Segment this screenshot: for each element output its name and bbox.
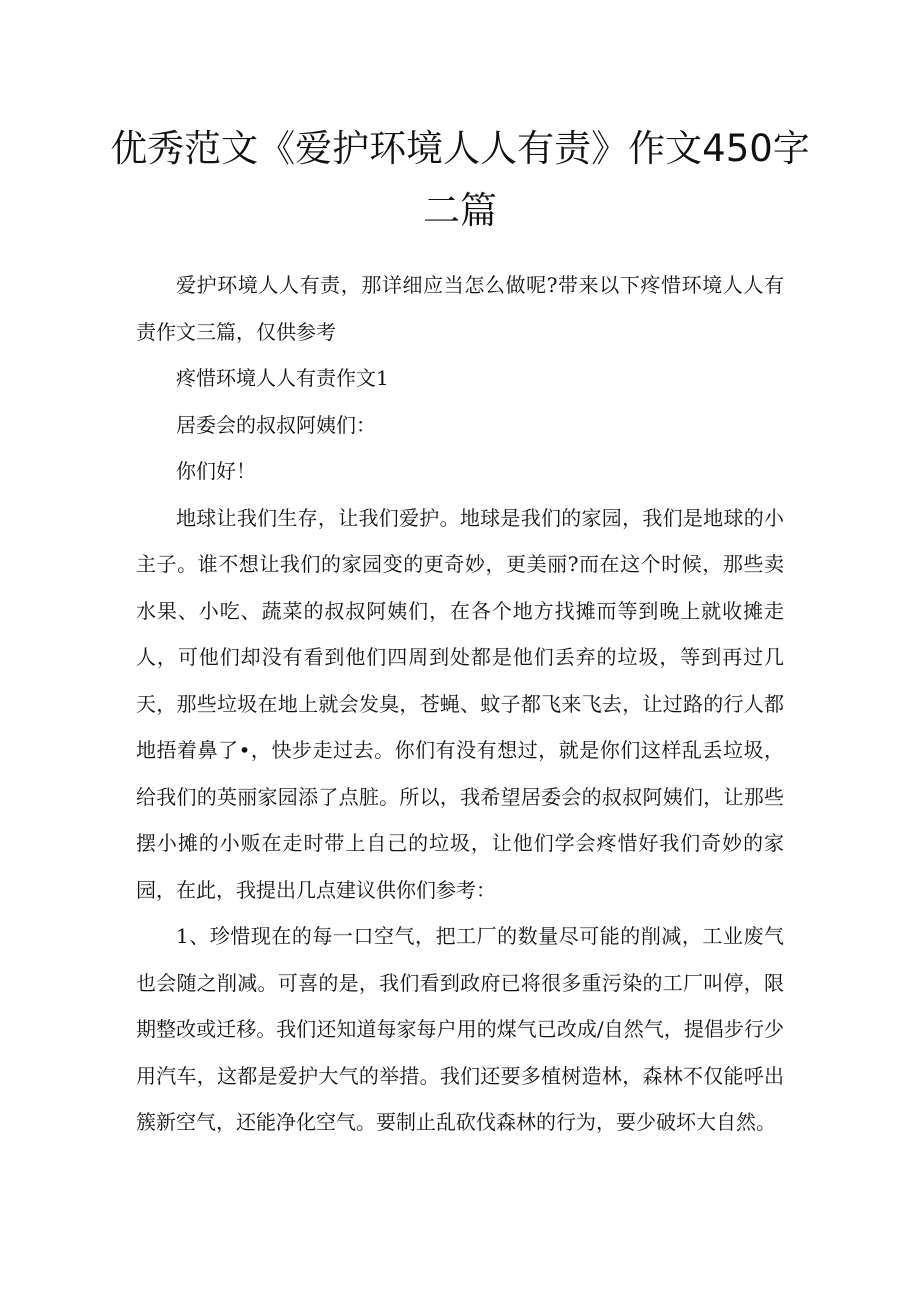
body-paragraph: 地球让我们生存，让我们爱护。地球是我们的家园，我们是地球的小主子。谁不想让我们的家园变的更奇妙，更美丽?而在这个时候，那些卖水果、小吃、蔬菜的叔叔阿姨们，在各个地方找摊而等到晚上就收摊走人，可他们却没有看到他们四周到处都是他们丢弃的垃圾，等到再过几天，那些垃圾在地上就会发臭，苍蝇、蚊子都飞来飞去，让过路的行人都地捂着鼻了•，快步走过去。你们有没有想过，就是你们这样乱丢垃圾，给我们的英丽家园添了点脏。所以，我希望居委会的叔叔阿姨们，让那些摆小摊的小贩在走时带上自己的垃圾，让他们学会疼惜好我们奇妙的家园，在此，我提出几点建议供你们参考： (136, 505, 784, 902)
title-line-2: 二篇 (423, 189, 497, 232)
intro-paragraph: 爱护环境人人有责，那详细应当怎么做呢?带来以下疼惜环境人人有责作文三篇，仅供参考 (136, 273, 784, 344)
document-title (90, 118, 830, 242)
suggestion-paragraph: 1、珍惜现在的每一口空气，把工厂的数量尽可能的削减，工业废气也会随之削减。可喜的是，我们看到政府已将很多重污染的工厂叫停，限期整改或迁移。我们还知道每家每户用的煤气已改成/自然气，提倡步行少用汽车，这都是爱护大气的举措。我们还要多植树造林，森林不仅能呼出簇新空气，还能净化空气。要制止乱砍伐森林的行为，要少破坏大自然。 (136, 924, 784, 1134)
greeting: 你们好！ (176, 459, 256, 483)
title-line-1: 优秀范文《爱护环境人人有责》作文450字 (110, 127, 810, 170)
salutation: 居委会的叔叔阿姨们： (176, 412, 376, 437)
document-body (136, 262, 784, 1146)
essay-heading: 疼惜环境人人有责作文1 (176, 366, 389, 390)
